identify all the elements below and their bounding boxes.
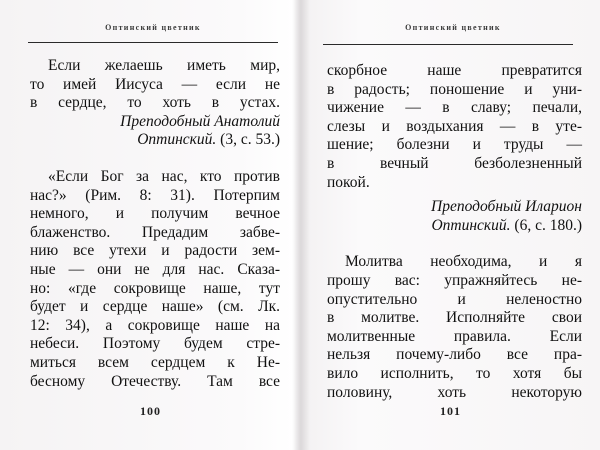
attribution-author: Преподобный Анатолий <box>120 112 280 130</box>
text-line: в молитве. Исполняйте свои <box>327 309 582 327</box>
text-line: половину, хоть некоторую <box>327 383 582 401</box>
text-line: немного, и получим вечное <box>30 205 280 223</box>
header-rule <box>28 42 278 43</box>
text-line: Молитва необходима, и я <box>345 253 582 271</box>
text-line: в радость; поношение и уни- <box>327 80 582 98</box>
left-page <box>0 0 292 450</box>
text-line: в вечный безболезненный <box>327 154 582 172</box>
page-number: 100 <box>140 404 161 418</box>
attribution-author: Преподобный Иларион <box>431 198 582 216</box>
header-rule <box>323 44 573 45</box>
page-text <box>327 62 582 402</box>
text-line: вило исполнить, то хотя бы <box>327 364 582 382</box>
text-line: ные — они не для нас. Сказа- <box>30 260 280 278</box>
attribution-line <box>327 198 582 217</box>
paragraph-gap <box>327 235 582 253</box>
text-line: но: «где сокровище наше, тут <box>30 279 280 297</box>
attribution-line <box>30 113 280 132</box>
text-line: в сердце, то хоть в устах. <box>30 94 280 112</box>
text-line: шение; болезни и труды — <box>327 136 582 154</box>
attribution-reference: (3, с. 53.) <box>216 131 280 149</box>
text-line: покой. <box>327 173 370 191</box>
text-line: прошу вас: упражняйтесь не- <box>327 271 582 289</box>
text-line: нас?» (Рим. 8: 31). Потерпим <box>30 186 280 204</box>
text-line: небеси. Поэтому будем стре- <box>30 335 280 353</box>
attribution-author: Оптинский. <box>431 216 511 234</box>
page-text <box>30 57 280 391</box>
attribution-author: Оптинский. <box>137 131 217 149</box>
text-line: чижение — в славу; печали, <box>327 99 582 117</box>
text-line: нельзя почему-либо все пра- <box>327 346 582 364</box>
text-line: скорбное наше превратится <box>327 62 582 79</box>
page-number: 101 <box>440 404 461 418</box>
text-line: 12: 34), а сокровище наше на <box>30 316 280 334</box>
text-line: опустительно и неленостно <box>327 290 582 308</box>
text-line: миться всем сердцем к Не- <box>30 353 280 371</box>
text-line: Если желаешь иметь мир, <box>48 57 280 74</box>
text-line: блаженство. Предадим забве- <box>30 223 280 241</box>
attribution-line <box>30 131 280 150</box>
text-line: будет и сердце наше» (см. Лк. <box>30 298 280 316</box>
text-line: бесному Отечеству. Там все <box>30 372 280 390</box>
text-line: слезы и воздыхания — в уте- <box>327 117 582 135</box>
text-line: «Если Бог за нас, кто против <box>48 167 280 185</box>
text-line: нию все утехи и радости зем- <box>30 242 280 260</box>
attribution-reference: (6, с. 180.) <box>510 216 582 234</box>
right-page <box>305 0 600 450</box>
text-line: молитвенные правила. Если <box>327 327 582 345</box>
running-head: Оптинский цветник <box>405 23 501 32</box>
attribution-line <box>327 217 582 236</box>
running-head: Оптинский цветник <box>105 23 201 32</box>
text-line: то имей Иисуса — если не <box>30 75 280 93</box>
paragraph-gap <box>30 150 280 168</box>
